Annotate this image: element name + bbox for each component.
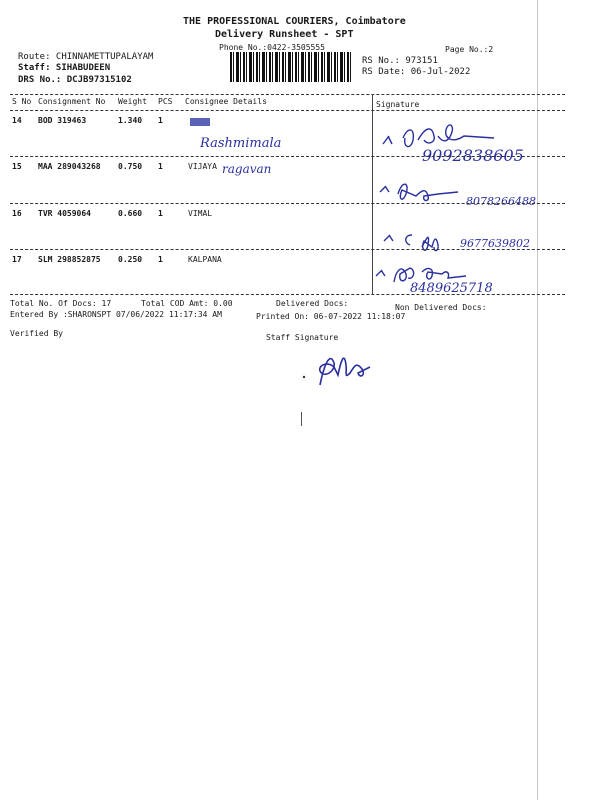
row-17-handwritten-phone: 8489625718 [410,281,493,296]
row-16-sno: 16 [12,209,22,218]
page-number: Page No.:2 [445,45,494,54]
row-16-pcs: 1 [158,209,163,218]
row-17-sno: 17 [12,255,22,264]
company-name: THE PROFESSIONAL COURIERS, Coimbatore [183,16,406,27]
row-16-consignee: VIMAL [188,209,213,218]
staff-label: Staff: SIHABUDEEN [18,63,111,73]
route-label: Route: CHINNAMETTUPALAYAM [18,52,154,62]
row-15-handwritten-phone: 8078266488 [466,195,536,208]
printed-on: Printed On: 06-07-2022 11:18:07 [256,312,406,321]
stray-mark [301,412,302,426]
rs-date: RS Date: 06-Jul-2022 [362,67,471,77]
row-15-sno: 15 [12,162,22,171]
drs-number: DRS No.: DCJB97315102 [18,75,132,85]
column-header-sno: S No [12,97,32,106]
row-16-consignment: TVR 4059064 [38,209,91,218]
staff-signature-scribble [300,345,390,395]
row-16-weight: 0.660 [118,209,143,218]
row-17-consignment: SLM 298852875 [38,255,101,264]
page-edge-line [537,0,538,800]
row-14-handwritten-phone: 9092838605 [422,146,524,165]
column-header-pcs: PCS [158,97,173,106]
non-delivered-docs: Non Delivered Docs: [395,303,487,312]
table-header-rule [10,110,565,111]
total-docs: Total No. Of Docs: 17 [10,299,112,308]
row-16-signature-scribble [380,225,470,255]
row-16-rule [10,249,565,250]
column-header-consignment: Consignment No [38,97,106,106]
row-17-pcs: 1 [158,255,163,264]
row-14-weight: 1.340 [118,116,143,125]
row-15-pcs: 1 [158,162,163,171]
row-15-rule [10,203,565,204]
staff-signature-label: Staff Signature [266,333,339,342]
row-14-handwritten-consignee: Rashmimala [200,136,282,151]
scribbled-out-name [190,118,210,126]
table-top-rule [10,94,565,95]
verified-by-label: Verified By [10,329,63,338]
row-14-consignment: BOD 319463 [38,116,87,125]
phone-number: Phone No.:0422-3505555 [219,43,325,52]
row-15-consignment: MAA 289043268 [38,162,101,171]
row-15-weight: 0.750 [118,162,143,171]
column-header-signature: Signature [376,100,420,109]
row-17-weight: 0.250 [118,255,143,264]
delivered-docs: Delivered Docs: [276,299,349,308]
table-bottom-rule [10,294,565,295]
row-14-sno: 14 [12,116,22,125]
column-header-weight: Weight [118,97,147,106]
document-title: Delivery Runsheet - SPT [215,29,354,40]
row-16-handwritten-phone: 9677639802 [460,237,530,250]
rs-number: RS No.: 973151 [362,56,438,66]
entered-by: Entered By :SHARONSPT 07/06/2022 11:17:34 AM [10,310,222,319]
row-15-handwritten-consignee: ragavan [222,162,272,176]
barcode-image [230,52,352,82]
column-header-consignee: Consignee Details [185,97,267,106]
row-14-pcs: 1 [158,116,163,125]
row-14-rule [10,156,565,157]
total-cod-amount: Total COD Amt: 0.00 [141,299,233,308]
row-15-consignee: VIJAYA [188,162,217,171]
row-17-consignee: KALPANA [188,255,222,264]
